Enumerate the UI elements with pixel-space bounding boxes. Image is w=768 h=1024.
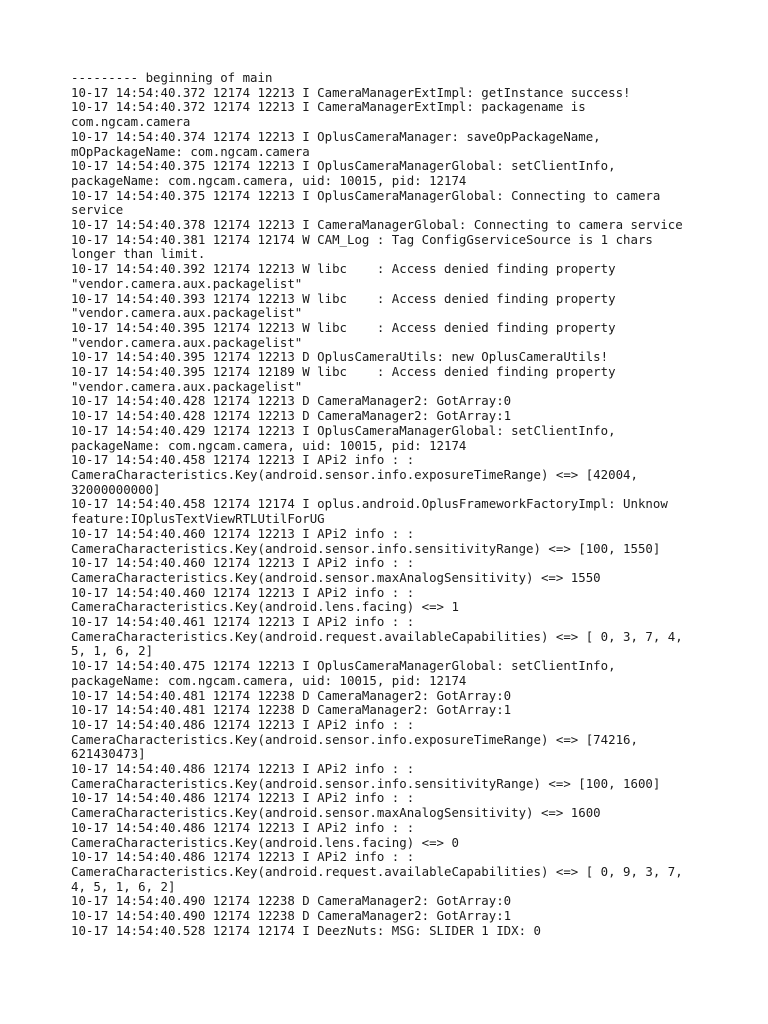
log-line: 621430473] (71, 746, 146, 762)
log-line: 10-17 14:54:40.395 12174 12213 W libc : Access denied finding property (71, 319, 616, 335)
log-line: 10-17 14:54:40.372 12174 12213 I CameraManagerExtImpl: getInstance success! (71, 84, 631, 100)
log-line: 10-17 14:54:40.460 12174 12213 I APi2 info : : (71, 584, 415, 600)
log-line: 10-17 14:54:40.490 12174 12238 D CameraManager2: GotArray:1 (71, 908, 512, 924)
log-line: 10-17 14:54:40.481 12174 12238 D CameraManager2: GotArray:0 (71, 687, 512, 703)
log-document (71, 71, 761, 938)
log-line: CameraCharacteristics.Key(android.sensor.maxAnalogSensitivity) <=> 1600 (71, 805, 601, 821)
log-line: 10-17 14:54:40.375 12174 12213 I OplusCameraManagerGlobal: Connecting to camera (71, 187, 661, 203)
log-line: 10-17 14:54:40.381 12174 12174 W CAM_Log : Tag ConfigGserviceSource is 1 chars (71, 231, 653, 247)
log-line: longer than limit. (71, 246, 206, 262)
log-line: feature:IOplusTextViewRTLUtilForUG (71, 511, 325, 527)
log-line: 10-17 14:54:40.528 12174 12174 I DeezNuts: MSG: SLIDER 1 IDX: 0 (71, 922, 541, 938)
log-line: 10-17 14:54:40.481 12174 12238 D CameraManager2: GotArray:1 (71, 702, 512, 718)
log-line: CameraCharacteristics.Key(android.request.availableCapabilities) <=> [ 0, 9, 3, 7, (71, 863, 683, 879)
log-line: 10-17 14:54:40.486 12174 12213 I APi2 info : : (71, 819, 415, 835)
log-line: 10-17 14:54:40.395 12174 12213 D OplusCameraUtils: new OplusCameraUtils! (71, 349, 609, 365)
log-line: 10-17 14:54:40.486 12174 12213 I APi2 info : : (71, 761, 415, 777)
log-line: CameraCharacteristics.Key(android.request.availableCapabilities) <=> [ 0, 3, 7, 4, (71, 628, 683, 644)
log-line: 10-17 14:54:40.428 12174 12213 D CameraManager2: GotArray:1 (71, 408, 512, 424)
log-line: packageName: com.ngcam.camera, uid: 10015, pid: 12174 (71, 172, 467, 188)
log-line: 4, 5, 1, 6, 2] (71, 878, 176, 894)
log-line: 10-17 14:54:40.428 12174 12213 D CameraManager2: GotArray:0 (71, 393, 512, 409)
log-line: --------- beginning of main (71, 70, 273, 85)
log-line: 10-17 14:54:40.458 12174 12174 I oplus.android.OplusFrameworkFactoryImpl: Unknow (71, 496, 668, 512)
log-line: 10-17 14:54:40.374 12174 12213 I OplusCameraManager: saveOpPackageName, (71, 128, 601, 144)
log-line: "vendor.camera.aux.packagelist" (71, 275, 303, 291)
log-line: 32000000000] (71, 481, 161, 497)
log-line: "vendor.camera.aux.packagelist" (71, 334, 303, 350)
log-line: CameraCharacteristics.Key(android.sensor.info.exposureTimeRange) <=> [74216, (71, 731, 638, 747)
log-line: 10-17 14:54:40.458 12174 12213 I APi2 info : : (71, 452, 415, 468)
log-line: 10-17 14:54:40.392 12174 12213 W libc : Access denied finding property (71, 261, 616, 277)
log-line: 10-17 14:54:40.393 12174 12213 W libc : Access denied finding property (71, 290, 616, 306)
log-line: service (71, 202, 124, 218)
log-line: com.ngcam.camera (71, 114, 191, 130)
log-line: 10-17 14:54:40.395 12174 12189 W libc : Access denied finding property (71, 364, 616, 380)
log-line: 10-17 14:54:40.429 12174 12213 I OplusCameraManagerGlobal: setClientInfo, (71, 422, 616, 438)
log-line: 10-17 14:54:40.372 12174 12213 I CameraManagerExtImpl: packagename is (71, 99, 586, 115)
log-line: CameraCharacteristics.Key(android.sensor.info.sensitivityRange) <=> [100, 1600] (71, 775, 661, 791)
log-line: 5, 1, 6, 2] (71, 643, 154, 659)
log-line: 10-17 14:54:40.461 12174 12213 I APi2 info : : (71, 614, 415, 630)
log-line: packageName: com.ngcam.camera, uid: 10015, pid: 12174 (71, 672, 467, 688)
log-line: "vendor.camera.aux.packagelist" (71, 305, 303, 321)
log-line: mOpPackageName: com.ngcam.camera (71, 143, 310, 159)
log-line: 10-17 14:54:40.378 12174 12213 I CameraManagerGlobal: Connecting to camera service (71, 217, 683, 233)
log-line: 10-17 14:54:40.460 12174 12213 I APi2 info : : (71, 525, 415, 541)
log-line: 10-17 14:54:40.460 12174 12213 I APi2 info : : (71, 555, 415, 571)
log-line: "vendor.camera.aux.packagelist" (71, 378, 303, 394)
log-line: CameraCharacteristics.Key(android.sensor.info.exposureTimeRange) <=> [42004, (71, 466, 638, 482)
log-line: 10-17 14:54:40.486 12174 12213 I APi2 info : : (71, 849, 415, 865)
log-line: 10-17 14:54:40.375 12174 12213 I OplusCameraManagerGlobal: setClientInfo, (71, 158, 616, 174)
log-line: 10-17 14:54:40.486 12174 12213 I APi2 info : : (71, 790, 415, 806)
log-line: CameraCharacteristics.Key(android.sensor.maxAnalogSensitivity) <=> 1550 (71, 569, 601, 585)
log-line: CameraCharacteristics.Key(android.lens.facing) <=> 1 (71, 599, 459, 615)
log-line: 10-17 14:54:40.486 12174 12213 I APi2 info : : (71, 716, 415, 732)
log-line: CameraCharacteristics.Key(android.lens.facing) <=> 0 (71, 834, 459, 850)
log-line: 10-17 14:54:40.490 12174 12238 D CameraManager2: GotArray:0 (71, 893, 512, 909)
log-line: CameraCharacteristics.Key(android.sensor.info.sensitivityRange) <=> [100, 1550] (71, 540, 661, 556)
log-line: packageName: com.ngcam.camera, uid: 10015, pid: 12174 (71, 437, 467, 453)
log-line: 10-17 14:54:40.475 12174 12213 I OplusCameraManagerGlobal: setClientInfo, (71, 658, 616, 674)
